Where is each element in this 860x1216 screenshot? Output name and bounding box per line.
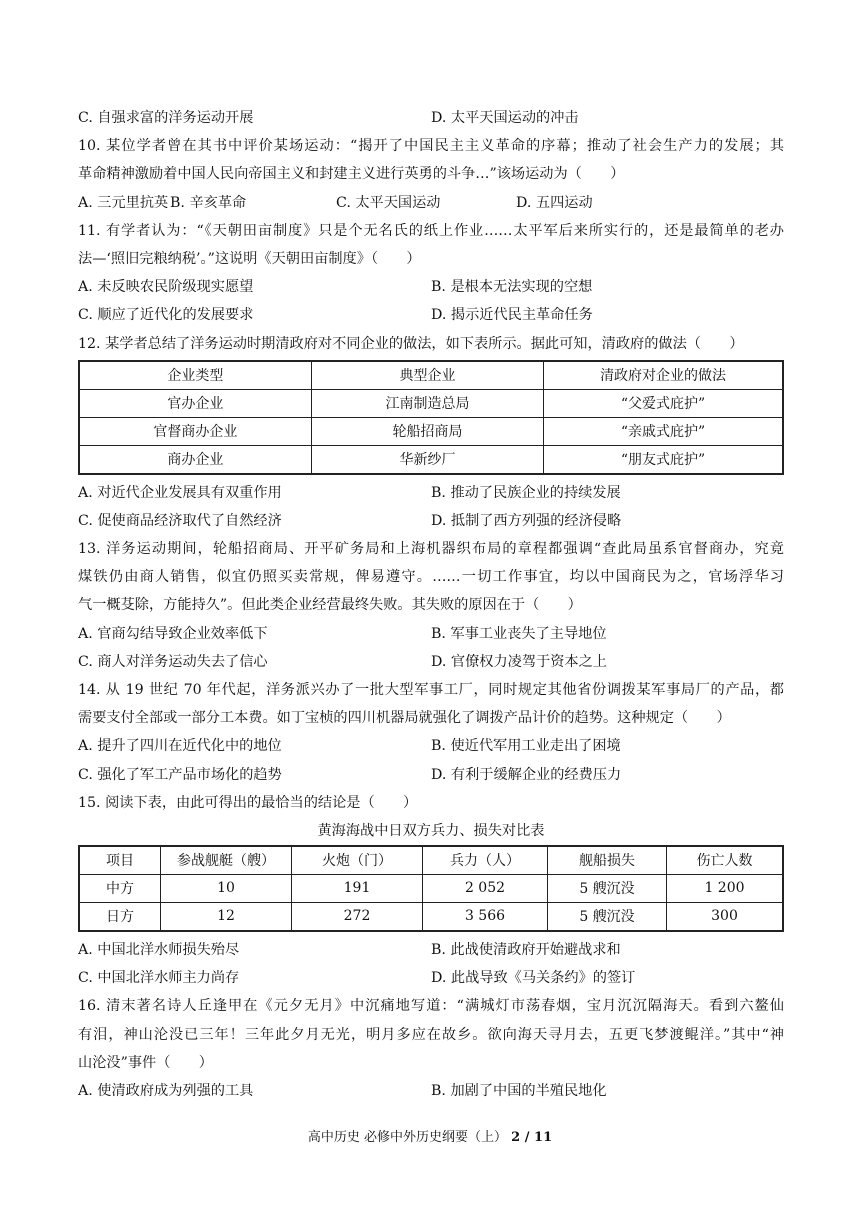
q14-options-ab <box>78 732 784 760</box>
table-header-cell: 项目 <box>79 846 161 875</box>
table-cell: 10 <box>161 874 292 902</box>
q10-option-b: B. 辛亥革命 <box>170 194 247 211</box>
q12-options-cd <box>78 507 784 535</box>
table-cell: 日方 <box>79 902 161 931</box>
q16-option-b: B. 加剧了中国的半殖民地化 <box>431 1082 607 1099</box>
q11-option-a: A. 未反映农民阶级现实愿望 <box>78 279 254 296</box>
q10-stem-line2: 革命精神激励着中国人民向帝国主义和封建主义进行英勇的斗争…”该场运动为（ ） <box>78 166 625 183</box>
q14-option-b: B. 使近代军用工业走出了困境 <box>431 738 621 755</box>
q13-option-d: D. 官僚权力凌驾于资本之上 <box>431 653 607 670</box>
table-row <box>79 902 783 931</box>
table-cell: 3 566 <box>423 902 548 931</box>
q12-enterprise-table <box>78 360 784 475</box>
q11-options-ab <box>78 273 784 301</box>
q15-options-cd <box>78 964 784 992</box>
table-header-cell: 企业类型 <box>79 361 311 390</box>
table-cell: “亲戚式庇护” <box>544 417 783 445</box>
page-footer <box>0 1126 860 1145</box>
q11-options-cd <box>78 301 784 329</box>
table-header-row <box>79 361 783 390</box>
q12-option-a: A. 对近代企业发展具有双重作用 <box>78 484 282 501</box>
q13-option-b: B. 军事工业丧失了主导地位 <box>431 625 607 642</box>
q16-stem-line1: 16. 清末著名诗人丘逢甲在《元夕无月》中沉痛地写道：“满城灯市荡春烟，宝月沉沉隔海天。看到六鳌仙 <box>78 998 784 1015</box>
q15-table-caption: 黄海海战中日双方兵力、损失对比表 <box>317 822 545 839</box>
q13-options-cd <box>78 648 784 676</box>
q14-stem-line1: 14. 从 19 世纪 70 年代起，洋务派兴办了一批大型军事工厂，同时规定其他省份调拨某军事局厂的产品，都 <box>78 682 784 698</box>
q12-options-ab <box>78 479 784 507</box>
table-header-cell: 火炮（门） <box>292 846 423 875</box>
table-cell: 5 艘沉没 <box>548 874 667 902</box>
q16-stem-line3: 山沦没”事件（ ） <box>78 1054 213 1071</box>
table-cell: 191 <box>292 874 423 902</box>
q13-options-ab <box>78 620 784 648</box>
q15-battle-table <box>78 845 784 932</box>
q13-stem-line1: 13. 洋务运动期间，轮船招商局、开平矿务局和上海机器织布局的章程都强调“查此局虽系官督商办，究竟 <box>78 541 784 558</box>
q14-option-a: A. 提升了四川在近代化中的地位 <box>78 738 282 755</box>
table-header-cell: 兵力（人） <box>423 846 548 875</box>
q14-options-cd <box>78 761 784 789</box>
q14-stem-line2: 需要支付全部或一部分工本费。如丁宝桢的四川机器局就强化了调拨产品计价的趋势。这种规定（ ） <box>78 710 731 727</box>
table-header-cell: 伤亡人数 <box>667 846 784 875</box>
q16-option-a: A. 使清政府成为列强的工具 <box>78 1082 254 1099</box>
footer-title: 高中历史 必修中外历史纲要（上） <box>307 1130 508 1145</box>
page-number: 2 / 11 <box>511 1130 553 1145</box>
q15-options-ab <box>78 936 784 964</box>
table-cell: 300 <box>667 902 784 931</box>
q9-option-d: D. 太平天国运动的冲击 <box>431 110 579 126</box>
table-cell: 商办企业 <box>79 445 311 474</box>
table-header-cell: 参战舰艇（艘） <box>161 846 292 875</box>
q9-options-cd <box>78 104 784 132</box>
q16-options-ab <box>78 1077 784 1105</box>
q12-option-c: C. 促使商品经济取代了自然经济 <box>78 512 282 529</box>
table-cell: 官督商办企业 <box>79 417 311 445</box>
table-cell: 轮船招商局 <box>311 417 543 445</box>
q11-option-d: D. 揭示近代民主革命任务 <box>431 307 593 324</box>
table-header-cell: 舰船损失 <box>548 846 667 875</box>
table-cell: “朋友式庇护” <box>544 445 783 474</box>
table-cell: 2 052 <box>423 874 548 902</box>
q14-option-d: D. 有利于缓解企业的经费压力 <box>431 766 622 783</box>
q15-option-c: C. 中国北洋水师主力尚存 <box>78 970 240 987</box>
q11-stem-line1: 11. 有学者认为：“《天朝田亩制度》只是个无名氏的纸上作业……太平军后来所实行的，还是最简单的老办 <box>78 222 784 239</box>
q10-options <box>78 189 784 217</box>
q10-stem-line1: 10. 某位学者曾在其书中评价某场运动：“揭开了中国民主主义革命的序幕；推动了社会生产力的发展；其 <box>78 138 784 155</box>
q13-option-a: A. 官商勾结导致企业效率低下 <box>78 625 268 642</box>
q11-option-b: B. 是根本无法实现的空想 <box>431 279 593 296</box>
table-row <box>79 874 783 902</box>
table-header-row <box>79 846 783 875</box>
table-cell: “父爱式庇护” <box>544 389 783 417</box>
table-cell: 272 <box>292 902 423 931</box>
q11-option-c: C. 顺应了近代化的发展要求 <box>78 307 254 324</box>
exam-page <box>78 104 784 1105</box>
table-cell: 12 <box>161 902 292 931</box>
q12-option-b: B. 推动了民族企业的持续发展 <box>431 484 621 501</box>
q10-option-d: D. 五四运动 <box>516 194 593 211</box>
q13-stem-line3: 气一概芟除，方能持久”。但此类企业经营最终失败。其失败的原因在于（ ） <box>78 597 582 614</box>
table-header-cell: 清政府对企业的做法 <box>544 361 783 390</box>
q15-option-d: D. 此战导致《马关条约》的签订 <box>431 970 636 987</box>
q12-stem-line1: 12. 某学者总结了洋务运动时期清政府对不同企业的做法，如下表所示。据此可知，清政府的做法（ ） <box>78 335 744 352</box>
table-cell: 江南制造总局 <box>311 389 543 417</box>
q16-stem-line2: 有泪，神山沦没已三年！三年此夕月无光，明月多应在故乡。欲向海天寻月去，五更飞梦渡鲲洋。”其中“神 <box>78 1026 784 1043</box>
table-cell: 5 艘沉没 <box>548 902 667 931</box>
q13-option-c: C. 商人对洋务运动失去了信心 <box>78 653 268 670</box>
q15-stem-line1: 15. 阅读下表，由此可得出的最恰当的结论是（ ） <box>78 794 418 811</box>
q13-stem-line2: 煤铁仍由商人销售，似宜仍照买卖常规，俾易遵守。……一切工作事宜，均以中国商民为之，官场浮华习 <box>78 569 784 586</box>
q14-option-c: C. 强化了军工产品市场化的趋势 <box>78 766 282 783</box>
q15-option-b: B. 此战使清政府开始避战求和 <box>431 941 621 958</box>
table-cell: 华新纱厂 <box>311 445 543 474</box>
table-cell: 中方 <box>79 874 161 902</box>
q11-stem-line2: 法—‘照旧完粮纳税’。”这说明《天朝田亩制度》（ ） <box>78 250 421 267</box>
table-cell: 1 200 <box>667 874 784 902</box>
q10-option-c: C. 太平天国运动 <box>336 194 441 211</box>
q9-option-c: C. 自强求富的洋务运动开展 <box>78 110 254 126</box>
table-row <box>79 445 783 474</box>
q12-option-d: D. 抵制了西方列强的经济侵略 <box>431 512 622 529</box>
q15-option-a: A. 中国北洋水师损失殆尽 <box>78 941 240 958</box>
table-row <box>79 417 783 445</box>
table-row <box>79 389 783 417</box>
table-cell: 官办企业 <box>79 389 311 417</box>
q10-option-a: A. 三元里抗英 <box>78 194 169 211</box>
table-header-cell: 典型企业 <box>311 361 543 390</box>
